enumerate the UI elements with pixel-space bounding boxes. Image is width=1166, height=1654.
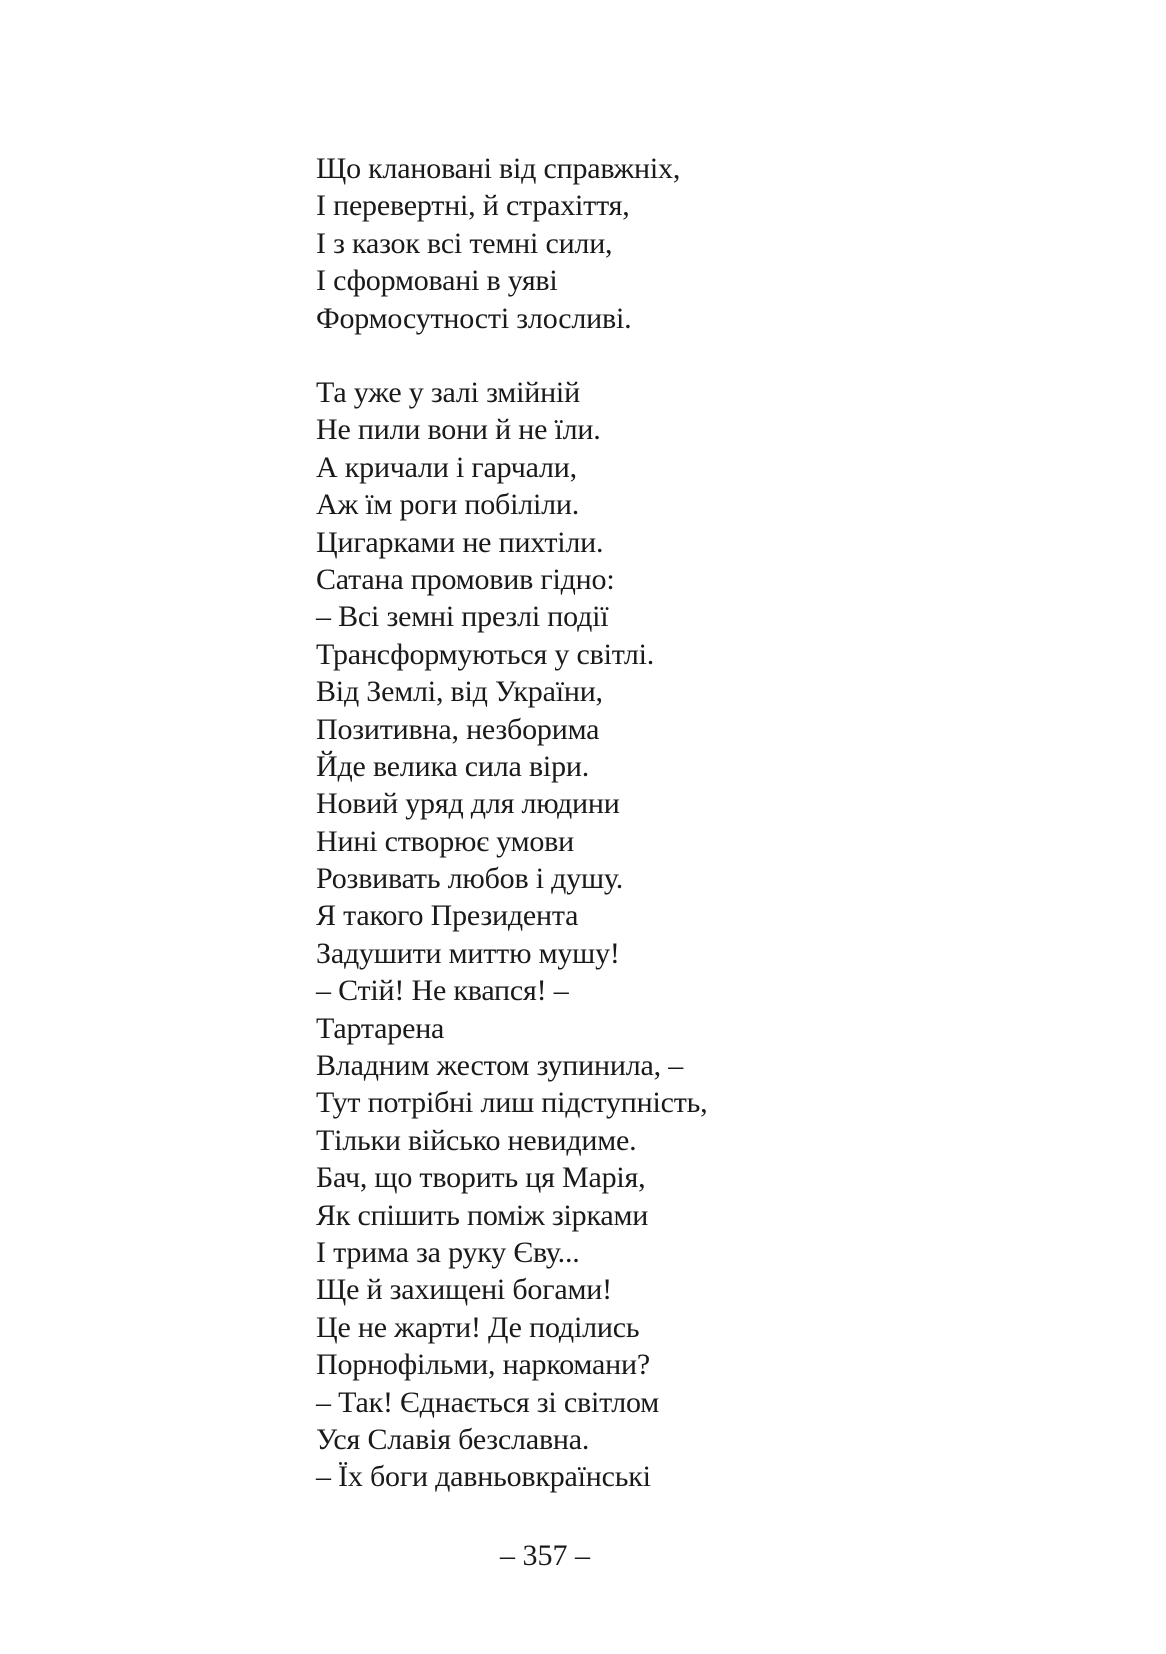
poem-line: Сатана промовив гідно: [316, 562, 615, 596]
poem-line: Трансформуються у світлі. [316, 637, 655, 671]
poem-line: Новий уряд для людини [316, 787, 620, 821]
poem-line: Порнофільми, наркомани? [316, 1348, 650, 1382]
poem-line: Нині створює умови [316, 824, 574, 858]
poem-line: – Так! Єднається зі світлом [316, 1385, 660, 1419]
poem-line: Цигарками не пихтіли. [316, 525, 604, 559]
poem-line: Тільки військо невидиме. [316, 1123, 637, 1157]
poem-line: Від Землі, від України, [316, 675, 603, 709]
poem-line: Та уже у залі змійній [316, 376, 580, 409]
poem-line: Це не жарти! Де поділись [316, 1310, 640, 1344]
poem-line: Тут потрібні лиш підступність, [316, 1086, 708, 1120]
poem-line: Я такого Президента [316, 899, 579, 933]
poem-line: І перевертні, й страхіття, [316, 189, 630, 223]
poem-line: І трима за руку Єву... [316, 1235, 580, 1269]
poem-line: Тартарена [316, 1011, 445, 1045]
poem-line: – Їх боги давньовкраїнські [316, 1460, 651, 1494]
poem-line: Формосутності злосливі. [316, 301, 632, 335]
poem-line: Ще й захищені богами! [316, 1273, 612, 1307]
poem-line: Бач, що творить ця Марія, [316, 1161, 646, 1195]
poem-line: Аж їм роги побіліли. [316, 488, 580, 522]
poem-line: Розвивать любов і душу. [316, 862, 624, 896]
stanza-2 [316, 374, 707, 1496]
poem-line: Позитивна, незборима [316, 712, 600, 746]
poem-line: Задушити миттю мушу! [316, 936, 620, 970]
poem-line: Не пили вони й не їли. [316, 413, 601, 447]
poem-line: І з казок всі темні сили, [316, 226, 613, 260]
poem-line: Уся Славія безславна. [316, 1422, 590, 1456]
stanza-1 [316, 150, 680, 337]
poem-line: – Всі земні презлі події [316, 600, 609, 634]
poem-line: Владним жестом зупинила, – [316, 1049, 684, 1083]
poem-line: Йде велика сила віри. [316, 749, 590, 783]
poem-line: А кричали і гарчали, [316, 450, 577, 484]
poem-line: Що клановані від справжніх, [316, 152, 681, 185]
page-number: – 357 – [500, 1539, 590, 1572]
poem-line: І сформовані в уяві [316, 264, 558, 298]
poem-line: – Стій! Не квапся! – [316, 974, 569, 1008]
poem-line: Як спішить поміж зірками [316, 1198, 649, 1232]
